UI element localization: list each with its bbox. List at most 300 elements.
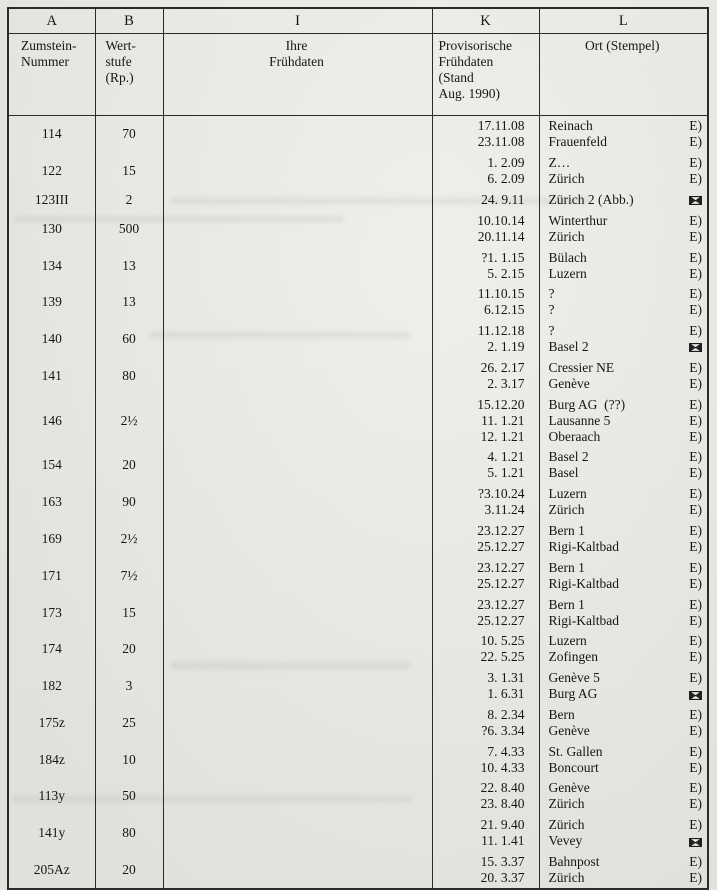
fruehdatum-date: 23.12.27 [477,522,525,538]
ihre-fruehdaten-cell [163,815,432,852]
ort-stempel-cell [539,116,708,153]
ort-entry [540,266,708,282]
zumstein-number-cell: 175z [8,705,95,742]
ort-stempel-cell [539,668,708,705]
fruehdatum-date: 23.12.27 [477,559,525,575]
ort-name: Zofingen [548,649,598,665]
stempel-mark: E) [689,596,702,612]
date-lines [433,321,539,358]
ort-name: Cressier NE [548,359,615,375]
ort-entry [540,118,708,134]
table-row [8,153,708,190]
ort-entry [540,670,708,686]
ort-name: Zürich [548,502,585,518]
date-lines [433,557,539,594]
stempel-mark: E) [689,265,702,281]
fruehdatum-date: 4. 1.21 [487,449,525,465]
ort-entry [540,360,708,376]
ort-entry [540,250,708,266]
table-row [8,631,708,668]
ort-stempel-cell [539,447,708,484]
ort-name: Rigi-Kaltbad [548,538,619,554]
ort-lines [540,815,708,852]
ort-name: Boncourt [548,759,599,775]
provisorische-fruehdaten-cell [432,557,539,594]
ort-name: Genève 5 [548,670,600,686]
wertstufe-cell: 50 [95,778,163,815]
date-lines [433,284,539,321]
ort-stempel-cell [539,357,708,394]
stempel-mark: E) [689,670,702,686]
ort-entry [540,633,708,649]
ort-lines [540,190,708,211]
ort-lines [540,521,708,558]
stempel-mark: E) [689,743,702,759]
ort-lines [540,447,708,484]
ort-entry [540,323,708,339]
provisorische-fruehdaten-cell [432,247,539,284]
stempel-mark: E) [689,212,702,228]
ort-name: Rigi-Kaltbad [548,575,619,591]
ort-entry [540,339,708,355]
zumstein-number-cell: 114 [8,116,95,153]
wertstufe-cell: 80 [95,357,163,394]
ort-name: Rigi-Kaltbad [548,612,619,628]
fruehdatum-date: 25.12.27 [477,538,525,554]
ihre-fruehdaten-cell [163,778,432,815]
fruehdatum-date: 7. 4.33 [487,743,525,759]
header-line: Nummer [21,54,69,69]
ort-stempel-cell [539,210,708,247]
ort-name: St. Gallen [548,743,603,759]
header-line: (Stand [438,70,474,85]
ort-stempel-cell [539,153,708,190]
stempel-mark: E) [689,612,702,628]
provisorische-fruehdaten-cell [432,668,539,705]
wertstufe-cell: 2 [95,190,163,211]
ort-entry [540,286,708,302]
column-letter-a: A [8,8,95,34]
ort-name: Luzern [548,633,587,649]
table-row [8,668,708,705]
zumstein-number-cell: 122 [8,153,95,190]
ort-name: Burg AG [548,686,598,702]
stempel-mark: E) [689,854,702,870]
ort-lines [540,557,708,594]
ort-name: ? [548,323,555,339]
ort-name: Zürich [548,796,585,812]
fruehdatum-date: 10.10.14 [477,212,525,228]
ort-name: Basel 2 [548,339,589,355]
zumstein-number-cell: 130 [8,210,95,247]
ihre-fruehdaten-cell [163,190,432,211]
date-lines [433,741,539,778]
date-lines [433,668,539,705]
fruehdatum-date: 1. 6.31 [487,686,525,702]
column-header-row [8,34,708,116]
provisorische-fruehdaten-cell [432,852,539,890]
fruehdaten-table [7,7,709,890]
date-lines [433,521,539,558]
ort-name: Basel 2 [548,449,589,465]
wertstufe-cell: 15 [95,594,163,631]
ort-stempel-cell [539,557,708,594]
ort-stempel-cell [539,284,708,321]
ihre-fruehdaten-cell [163,484,432,521]
ihre-fruehdaten-cell [163,321,432,358]
stempel-mark: E) [689,412,702,428]
provisorische-fruehdaten-cell [432,778,539,815]
stempel-mark: E) [689,486,702,502]
date-lines [433,210,539,247]
table-head [8,8,708,116]
fruehdatum-date: 10. 5.25 [480,633,525,649]
column-letter-k: K [432,8,539,34]
ort-entry [540,744,708,760]
table-row [8,321,708,358]
ort-name: Bülach [548,249,587,265]
envelope-icon [689,833,702,849]
stempel-mark: E) [689,396,702,412]
ort-name: Bern [548,706,575,722]
fruehdatum-date: 11.10.15 [477,286,525,302]
ort-entry [540,429,708,445]
ort-stempel-cell [539,852,708,890]
ort-name: Zürich [548,870,585,886]
ort-name: Luzern [548,486,587,502]
ort-entry [540,870,708,886]
ort-entry [540,465,708,481]
ort-lines [540,484,708,521]
header-line: Zumstein- [21,38,77,53]
ort-lines [540,741,708,778]
stempel-mark: E) [689,286,702,302]
fruehdatum-date: 25.12.27 [477,575,525,591]
zumstein-number-cell: 113y [8,778,95,815]
wertstufe-cell: 2½ [95,394,163,447]
ort-lines [540,116,708,153]
wertstufe-cell: 13 [95,284,163,321]
ort-name: Luzern [548,265,587,281]
header-line: Wert- [105,38,136,53]
ihre-fruehdaten-cell [163,668,432,705]
ort-stempel-cell [539,190,708,211]
wertstufe-cell: 15 [95,153,163,190]
date-lines [433,394,539,447]
fruehdatum-date: 11. 1.41 [481,833,525,849]
ort-entry [540,397,708,413]
envelope-icon [689,686,702,702]
table-row [8,210,708,247]
provisorische-fruehdaten-cell [432,594,539,631]
stempel-mark: E) [689,249,702,265]
ort-entry [540,576,708,592]
ort-name: Frauenfeld [548,134,607,150]
zumstein-number-cell: 141y [8,815,95,852]
fruehdatum-date: 8. 2.34 [487,706,525,722]
ort-name: Oberaach [548,428,601,444]
ort-name: Genève [548,722,590,738]
ort-lines [540,357,708,394]
ort-entry [540,613,708,629]
fruehdatum-date: ?3.10.24 [478,486,525,502]
fruehdatum-date: 12. 1.21 [480,428,525,444]
header-line: Ihre [285,38,308,53]
zumstein-number-cell: 184z [8,741,95,778]
wertstufe-cell: 25 [95,705,163,742]
stempel-mark: E) [689,449,702,465]
ort-entry [540,597,708,613]
ort-entry [540,213,708,229]
ort-lines [540,852,708,889]
zumstein-number-cell: 123III [8,190,95,211]
ort-name: Lausanne 5 [548,412,611,428]
ort-entry [540,796,708,812]
ihre-fruehdaten-cell [163,631,432,668]
ort-name: Zürich 2 (Abb.) [548,191,634,207]
column-header-provisorische-fruehdaten [432,34,539,116]
header-line: Ort (Stempel) [584,38,660,53]
stempel-mark: E) [689,759,702,775]
zumstein-number-cell: 141 [8,357,95,394]
ort-entry [540,171,708,187]
fruehdatum-date: 26. 2.17 [480,359,525,375]
stempel-mark: E) [689,323,702,339]
column-letter-b: B [95,8,163,34]
fruehdatum-date: 17.11.08 [477,118,525,134]
fruehdatum-date: 22. 5.25 [480,649,525,665]
date-lines [433,594,539,631]
ihre-fruehdaten-cell [163,705,432,742]
stempel-mark: E) [689,780,702,796]
ort-entry [540,707,708,723]
ihre-fruehdaten-cell [163,394,432,447]
table-row [8,247,708,284]
zumstein-number-cell: 139 [8,284,95,321]
ort-entry [540,723,708,739]
ort-entry [540,560,708,576]
fruehdatum-date: 2. 1.19 [487,339,525,355]
provisorische-fruehdaten-cell [432,631,539,668]
wertstufe-cell: 13 [95,247,163,284]
column-letter-l: L [539,8,708,34]
ort-entry [540,817,708,833]
ort-lines [540,594,708,631]
fruehdatum-date: 10. 4.33 [480,759,525,775]
ort-lines [540,631,708,668]
stempel-mark: E) [689,302,702,318]
ort-name: ? [548,302,555,318]
zumstein-number-cell: 154 [8,447,95,484]
zumstein-number-cell: 146 [8,394,95,447]
provisorische-fruehdaten-cell [432,394,539,447]
ihre-fruehdaten-cell [163,852,432,890]
ort-lines [540,394,708,447]
table-row [8,521,708,558]
ort-lines [540,778,708,815]
ort-entry [540,486,708,502]
fruehdatum-date: 5. 2.15 [487,265,525,281]
ort-name: Genève [548,375,590,391]
header-line: stufe [105,54,132,69]
ort-entry [540,760,708,776]
ort-entry [540,134,708,150]
wertstufe-cell: 60 [95,321,163,358]
stempel-mark: E) [689,171,702,187]
provisorische-fruehdaten-cell [432,210,539,247]
stempel-mark: E) [689,722,702,738]
stempel-mark: E) [689,465,702,481]
stempel-mark: E) [689,706,702,722]
zumstein-number-cell: 182 [8,668,95,705]
wertstufe-cell: 2½ [95,521,163,558]
fruehdatum-date: 23. 8.40 [480,796,525,812]
ort-stempel-cell [539,705,708,742]
header-line: Frühdaten [438,54,494,69]
ort-name: Bern 1 [548,596,585,612]
wertstufe-cell: 10 [95,741,163,778]
stempel-mark: E) [689,375,702,391]
ort-name: Burg AG (??) [548,396,626,412]
fruehdatum-date: 6. 2.09 [487,171,525,187]
fruehdatum-date: 5. 1.21 [487,465,525,481]
zumstein-number-cell: 205Az [8,852,95,890]
zumstein-number-cell: 134 [8,247,95,284]
ort-lines [540,153,708,190]
stempel-mark: E) [689,155,702,171]
ort-name: Reinach [548,118,593,134]
table-body [8,116,708,890]
column-letter-row [8,8,708,34]
stempel-mark: E) [689,502,702,518]
ort-lines [540,247,708,284]
wertstufe-cell: 70 [95,116,163,153]
date-lines [433,815,539,852]
stempel-mark: E) [689,796,702,812]
table-row [8,594,708,631]
ihre-fruehdaten-cell [163,153,432,190]
ihre-fruehdaten-cell [163,521,432,558]
ort-stempel-cell [539,594,708,631]
fruehdatum-date: ?1. 1.15 [481,249,525,265]
fruehdatum-date: 2. 3.17 [487,375,525,391]
stempel-mark: E) [689,538,702,554]
header-line: Provisorische [438,38,512,53]
ort-lines [540,668,708,705]
fruehdatum-date: 11. 1.21 [481,412,525,428]
stempel-mark: E) [689,522,702,538]
fruehdatum-date: 6.12.15 [484,302,525,318]
zumstein-number-cell: 169 [8,521,95,558]
fruehdatum-date: 24. 9.11 [481,191,525,207]
date-lines [433,852,539,889]
provisorische-fruehdaten-cell [432,741,539,778]
fruehdatum-date: ?6. 3.34 [481,722,525,738]
ort-name: Bern 1 [548,559,585,575]
ort-entry [540,155,708,171]
table-row [8,741,708,778]
stempel-mark: E) [689,228,702,244]
fruehdatum-date: 23.12.27 [477,596,525,612]
column-header-ort-stempel [539,34,708,116]
fruehdatum-date: 3. 1.31 [487,670,525,686]
table-row [8,852,708,890]
ihre-fruehdaten-cell [163,284,432,321]
ort-name: Winterthur [548,212,608,228]
fruehdatum-date: 21. 9.40 [480,817,525,833]
date-lines [433,778,539,815]
wertstufe-cell: 20 [95,631,163,668]
date-lines [433,247,539,284]
ort-name: ? [548,286,555,302]
fruehdatum-date: 20. 3.37 [480,870,525,886]
wertstufe-cell: 20 [95,852,163,890]
table-row [8,447,708,484]
ort-entry [540,229,708,245]
fruehdatum-date: 25.12.27 [477,612,525,628]
column-header-wertstufe [95,34,163,116]
ort-stempel-cell [539,778,708,815]
wertstufe-cell: 500 [95,210,163,247]
envelope-icon [689,192,702,208]
ihre-fruehdaten-cell [163,210,432,247]
table-row [8,815,708,852]
wertstufe-cell: 80 [95,815,163,852]
provisorische-fruehdaten-cell [432,815,539,852]
table-row [8,778,708,815]
fruehdatum-date: 1. 2.09 [487,155,525,171]
ort-name: Zürich [548,228,585,244]
provisorische-fruehdaten-cell [432,116,539,153]
date-lines [433,705,539,742]
fruehdatum-date: 3.11.24 [484,502,525,518]
zumstein-number-cell: 171 [8,557,95,594]
ort-entry [540,686,708,702]
provisorische-fruehdaten-cell [432,153,539,190]
column-header-ihre-fruehdaten [163,34,432,116]
ort-entry [540,833,708,849]
table-row [8,484,708,521]
ort-entry [540,502,708,518]
provisorische-fruehdaten-cell [432,321,539,358]
provisorische-fruehdaten-cell [432,484,539,521]
table-row [8,557,708,594]
ort-stempel-cell [539,815,708,852]
stempel-mark: E) [689,134,702,150]
fruehdatum-date: 15. 3.37 [480,854,525,870]
ort-entry [540,192,708,208]
ort-name: Genève [548,780,590,796]
fruehdatum-date: 15.12.20 [477,396,525,412]
ort-stempel-cell [539,484,708,521]
table-row [8,116,708,153]
date-lines [433,116,539,153]
ihre-fruehdaten-cell [163,116,432,153]
ihre-fruehdaten-cell [163,357,432,394]
wertstufe-cell: 90 [95,484,163,521]
ihre-fruehdaten-cell [163,447,432,484]
stempel-mark: E) [689,870,702,886]
ort-entry [540,449,708,465]
provisorische-fruehdaten-cell [432,705,539,742]
stempel-mark: E) [689,559,702,575]
wertstufe-cell: 7½ [95,557,163,594]
provisorische-fruehdaten-cell [432,357,539,394]
fruehdatum-date: 22. 8.40 [480,780,525,796]
ort-stempel-cell [539,631,708,668]
table-row [8,394,708,447]
ort-entry [540,413,708,429]
